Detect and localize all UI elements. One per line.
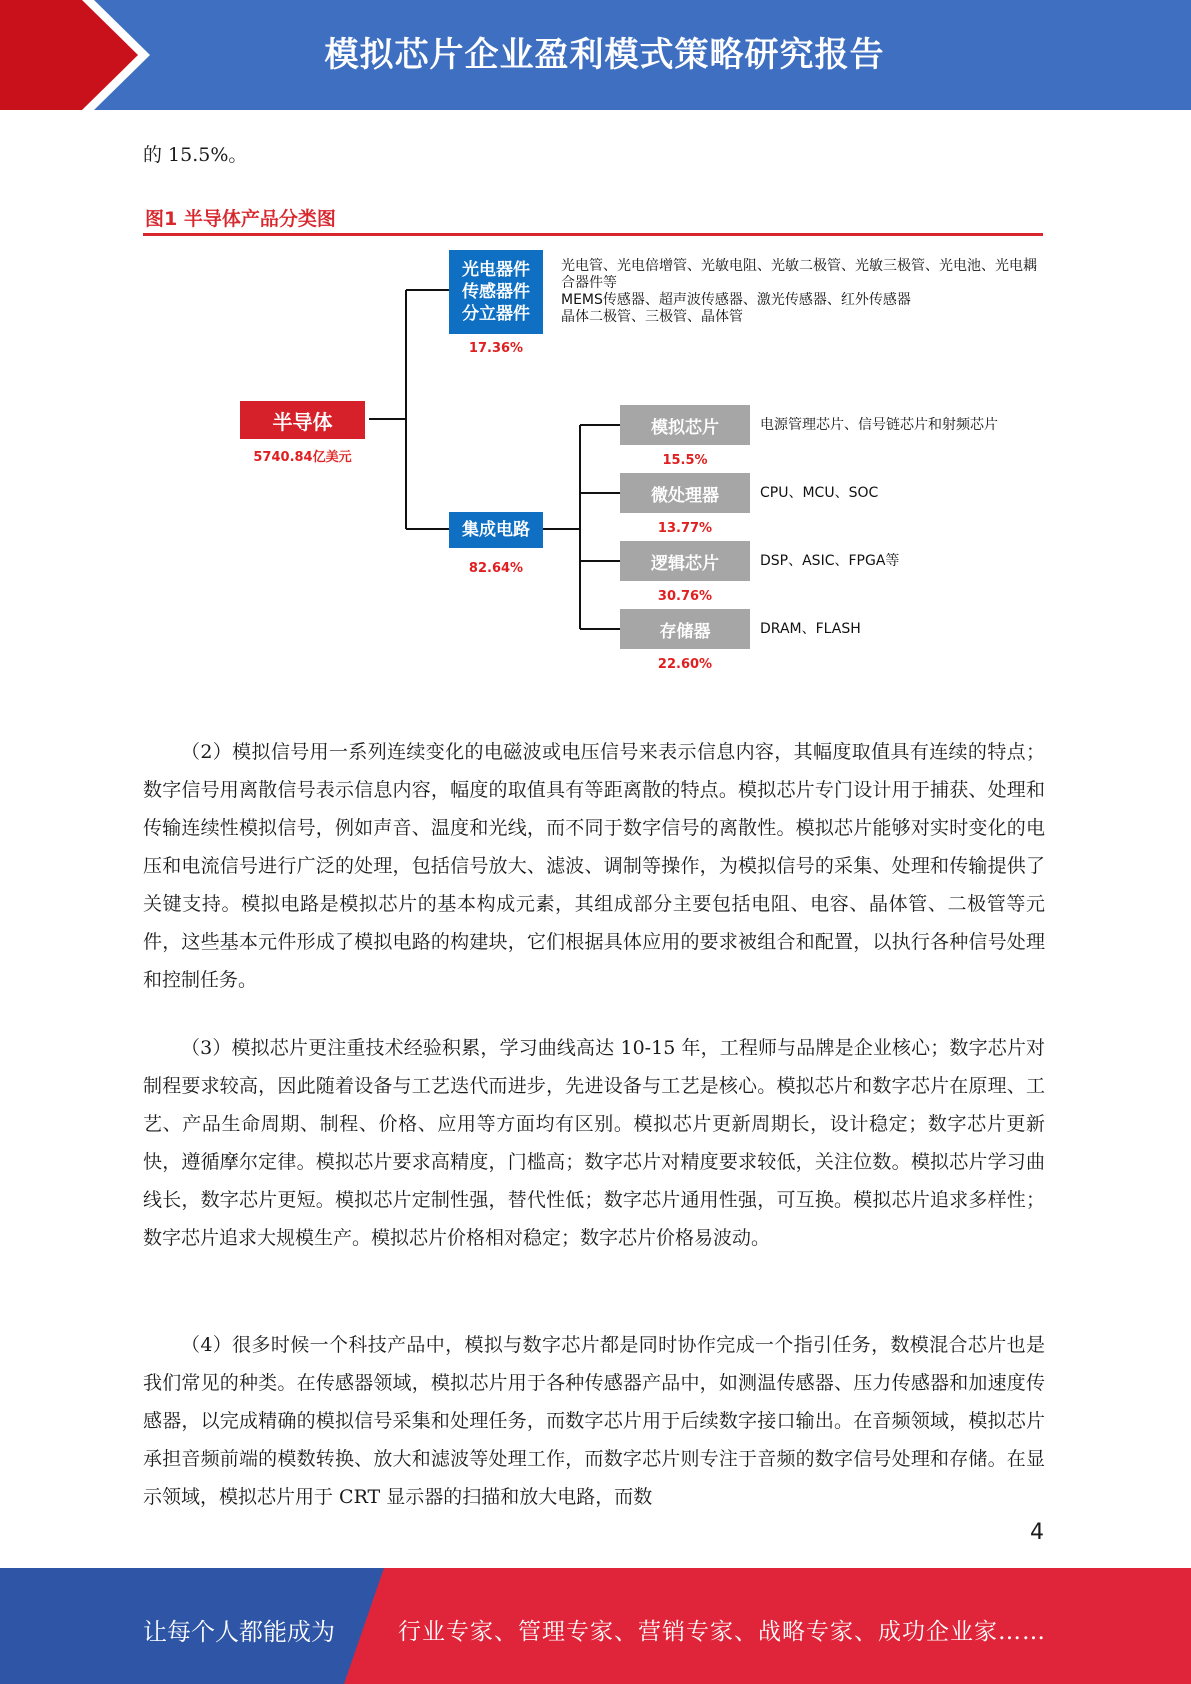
paragraph-3: （3）模拟芯片更注重技术经验积累，学习曲线高达 10-15 年，工程师与品牌是企业核心；数字芯片对制程要求较高，因此随着设备与工艺迭代而进步，先进设备与工艺是核心。模拟芯片和数字芯片在原理、工艺、产品生命周期、制程、价格、应用等方面均有区别。模拟芯片更新周期长，设计稳定；数字芯片更新快，遵循摩尔定律。模拟芯片要求高精度，门槛高；数字芯片对精度要求较低，关注位数。模拟芯片学习曲线长，数字芯片更短。模拟芯片定制性强，替代性低；数字芯片通用性强，可互换。模拟芯片追求多样性；数字芯片追求大规模生产。模拟芯片价格相对稳定；数字芯片价格易波动。 (143, 1037, 1045, 1249)
integrated-circuit-box: 集成电路 (449, 512, 543, 548)
logic-chip-description: DSP、ASIC、FPGA等 (760, 553, 900, 569)
footer-slogan-left: 让每个人都能成为 (143, 1618, 335, 1646)
microprocessor-percent: 13.77% (657, 521, 713, 536)
figure-title: 图1 半导体产品分类图 (145, 208, 336, 230)
microprocessor-description: CPU、MCU、SOC (760, 485, 879, 501)
discrete-devices-label: 分立器件 (462, 304, 530, 324)
page-number: 4 (1030, 1520, 1044, 1545)
analog-chip-description: 电源管理芯片、信号链芯片和射频芯片 (760, 417, 998, 433)
memory-box: 存储器 (620, 609, 750, 649)
discrete-percent: 17.36% (468, 341, 524, 356)
logic-chip-percent: 30.76% (657, 589, 713, 604)
sensor-devices-label: 传感器件 (462, 282, 530, 302)
footer-slogan-right: 行业专家、管理专家、营销专家、战略专家、成功企业家…… (398, 1619, 1046, 1645)
report-title: 模拟芯片企业盈利模式策略研究报告 (324, 35, 885, 75)
paragraph-4: （4）很多时候一个科技产品中，模拟与数字芯片都是同时协作完成一个指引任务，数模混合芯片也是我们常见的种类。在传感器领域，模拟芯片用于各种传感器产品中，如测温传感器、压力传感器和加速度传感器，以完成精确的模拟信号采集和处理任务，而数字芯片用于后续数字接口输出。在音频领域，模拟芯片承担音频前端的模数转换、放大和滤波等处理工作，而数字芯片则专注于音频的数字信号处理和存储。在显示领域，模拟芯片用于 CRT 显示器的扫描和放大电路，而数 (143, 1334, 1045, 1508)
memory-percent: 22.60% (657, 657, 713, 672)
discrete-description: 光电管、光电倍增管、光敏电阻、光敏二极管、光敏三极管、光电池、光电耦合器件等 MEMS传感器、超声波传感器、激光传感器、红外传感器 晶体二极管、三极管、晶体管 (561, 258, 1037, 325)
analog-chip-box: 模拟芯片 (620, 405, 750, 445)
logic-chip-box: 逻辑芯片 (620, 541, 750, 581)
microprocessor-box: 微处理器 (620, 473, 750, 513)
paragraph-2: （2）模拟信号用一系列连续变化的电磁波或电压信号来表示信息内容，其幅度取值具有连续的特点；数字信号用离散信号表示信息内容，幅度的取值具有等距离散的特点。模拟芯片专门设计用于捕获、处理和传输连续性模拟信号，例如声音、温度和光线，而不同于数字信号的离散性。模拟芯片能够对实时变化的电压和电流信号进行广泛的处理，包括信号放大、滤波、调制等操作，为模拟信号的采集、处理和传输提供了关键支持。模拟电路是模拟芯片的基本构成元素，其组成部分主要包括电阻、电容、晶体管、二极管等元件，这些基本元件形成了模拟电路的构建块，它们根据具体应用的要求被组合和配置，以执行各种信号处理和控制任务。 (143, 741, 1045, 991)
semiconductor-classification-figure (143, 198, 1043, 692)
memory-description: DRAM、FLASH (760, 621, 861, 637)
discrete-devices-box (449, 250, 543, 334)
analog-chip-percent: 15.5% (662, 453, 708, 468)
intro-text: 的 15.5%。 (143, 144, 248, 166)
page-header (0, 0, 1191, 110)
integrated-circuit-percent: 82.64% (468, 561, 524, 576)
root-market-value: 5740.84亿美元 (253, 450, 352, 465)
root-semiconductor-box: 半导体 (240, 401, 365, 439)
optoelectronic-devices-label: 光电器件 (462, 260, 530, 280)
